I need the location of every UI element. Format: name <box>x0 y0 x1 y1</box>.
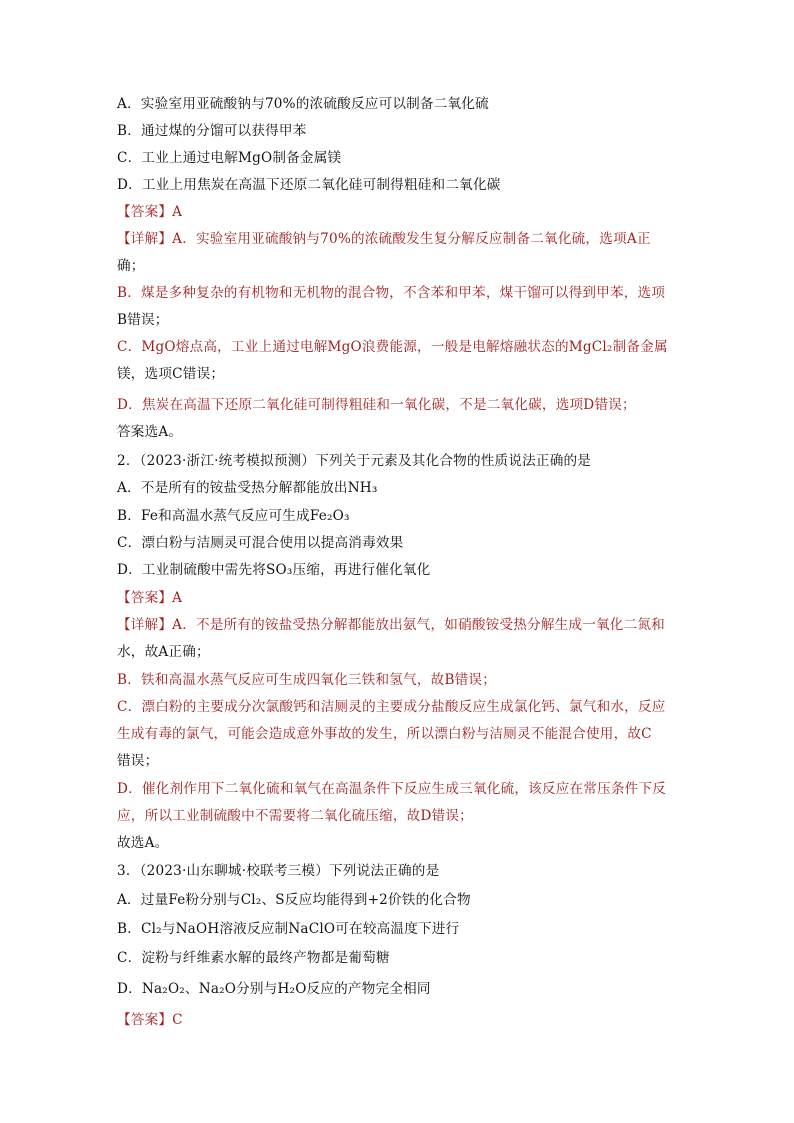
q1-answer: 【答案】A <box>117 204 183 220</box>
q2-explanation-line: B．铁和高温水蒸气反应可生成四氧化三铁和氢气，故B错误； <box>117 672 497 688</box>
q1-explanation-line: 确； <box>117 258 145 274</box>
q2-explanation-line: 水，故A正确； <box>117 644 210 660</box>
q2-conclusion: 故选A。 <box>117 835 169 851</box>
q1-option-b: B．通过煤的分馏可以获得甲苯 <box>117 123 307 139</box>
q3-option-a: A．过量Fe粉分别与Cl₂、S反应均能得到+2价铁的化合物 <box>117 892 471 908</box>
q3-option-b: B．Cl₂与NaOH溶液反应制NaClO可在较高温度下进行 <box>117 921 460 937</box>
q2-explanation-line: C．漂白粉的主要成分次氯酸钙和洁厕灵的主要成分盐酸反应生成氯化钙、氯气和水，反应 <box>117 699 666 715</box>
q1-explanation-line: 镁，选项C错误； <box>117 366 225 382</box>
q2-option-c: C．漂白粉与洁厕灵可混合使用以提高消毒效果 <box>117 535 404 551</box>
q1-explanation-line: B错误； <box>117 312 169 328</box>
q2-explanation-line: 错误； <box>117 753 159 769</box>
q1-explanation-line: B．煤是多种复杂的有机物和无机物的混合物，不含苯和甲苯，煤干馏可以得到甲苯，选项 <box>117 285 666 301</box>
q1-conclusion: 答案选A。 <box>117 424 183 440</box>
q1-explanation-line: D．焦炭在高温下还原二氧化硅可制得粗硅和一氧化碳，不是二氧化碳，选项D错误； <box>117 397 636 413</box>
q2-option-a: A．不是所有的铵盐受热分解都能放出NH₃ <box>117 480 378 496</box>
q3-option-c: C．淀粉与纤维素水解的最终产物都是葡萄糖 <box>117 950 390 966</box>
q1-option-a: A．实验室用亚硫酸钠与70%的浓硫酸反应可以制备二氧化硫 <box>117 96 489 112</box>
q2-explanation-line: 应，所以工业制硫酸中不需要将二氧化硫压缩，故D错误； <box>117 808 473 824</box>
q2-stem: 2．（2023·浙江·统考模拟预测）下列关于元素及其化合物的性质说法正确的是 <box>117 453 592 469</box>
q1-explanation-line: C．MgO熔点高，工业上通过电解MgO浪费能源，一般是电解熔融状态的MgCl₂制备金属 <box>117 339 668 355</box>
q3-answer: 【答案】C <box>117 1012 183 1028</box>
q2-explanation-line: 生成有毒的氯气，可能会造成意外事故的发生，所以漂白粉与洁厕灵不能混合使用，故C <box>117 726 652 742</box>
q3-stem: 3．（2023·山东聊城·校联考三模）下列说法正确的是 <box>117 863 440 879</box>
q2-option-b: B．Fe和高温水蒸气反应可生成Fe₂O₃ <box>117 508 350 524</box>
q2-explanation-line: D．催化剂作用下二氧化硫和氧气在高温条件下反应生成三氧化硫，该反应在常压条件下反 <box>117 781 667 797</box>
q2-option-d: D．工业制硫酸中需先将SO₃压缩，再进行催化氧化 <box>117 562 431 578</box>
q2-explanation-line: 【详解】A．不是所有的铵盐受热分解都能放出氨气，如硝酸铵受热分解生成一氧化二氮和 <box>117 617 665 633</box>
q2-answer: 【答案】A <box>117 590 183 606</box>
q1-option-c: C．工业上通过电解MgO制备金属镁 <box>117 150 342 166</box>
q3-option-d: D．Na₂O₂、Na₂O分别与H₂O反应的产物完全相同 <box>117 981 431 997</box>
q1-option-d: D．工业上用焦炭在高温下还原二氧化硅可制得粗硅和二氧化碳 <box>117 177 501 193</box>
q1-explanation-line: 【详解】A．实验室用亚硫酸钠与70%的浓硫酸发生复分解反应制备二氧化硫，选项A正 <box>117 231 651 247</box>
